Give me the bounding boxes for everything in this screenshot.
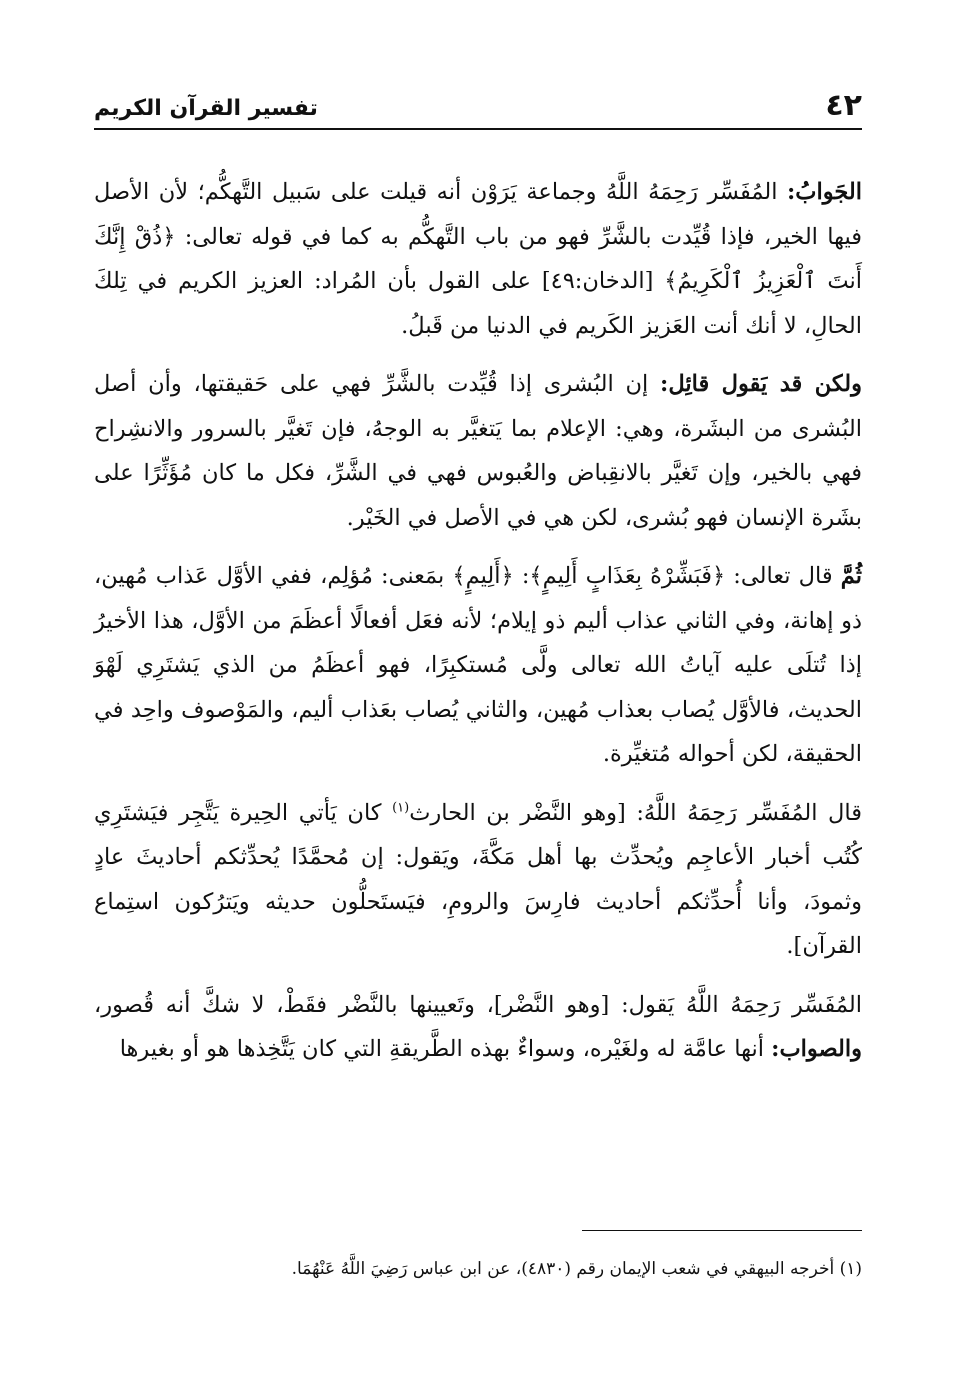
paragraph-text: إن البُشرى إذا قُيِّدت بالشَّرِّ فهي على حَقيقتها، وأن أصل البُشرى من البشَرة، وهي: الإعلام بما يَتغيَّر به الوجهُ، فإن تَغيَّر بالسرور والانشِراح فهي بالخير، وإن تَغيَّر بالانقِباض والعُبوس فهي في الشَّرِّ، فكل ما كان مُؤَثِّرًا على بشَرة الإنسان فهو بُشرى، لكن هي في الأصل في الخَيْر. (94, 371, 862, 531)
paragraph-text-continued: أنها عامَّة له ولغَيْره، وسواءٌ بهذه الطَّريقةِ التي كان يَتَّخِذها هو أو بغيرها (119, 1036, 772, 1062)
paragraph-lead: ثُمَّ (840, 563, 862, 589)
paragraph-commentator-quote (94, 791, 862, 969)
paragraph-answer (94, 170, 862, 348)
paragraph-text: المُفَسِّر رَحِمَهُ اللَّهُ وجماعة يَرَوْن أنه قيلت على سَبيل التَّهكُّم؛ لأن الأصل فيها الخير، فإذا قُيِّدت بالشَّرِّ فهو من باب التَّهكُّم به كما في قوله تعالى: ﴿ذُقْ إِنَّكَ أَنتَ ٱلْعَزِيزُ ٱلْكَرِيمُ﴾ [الدخان:٤٩] على القول بأن المُراد: العزيز الكريم في تِلكَ الحالِ، لا أنك أنت العَزيز الكَريم في الدنيا من قَبلُ. (94, 179, 862, 339)
paragraph-text: قال المُفَسِّر رَحِمَهُ اللَّهُ: [وهو النَّضْر بن الحارث (409, 799, 862, 826)
paragraph-text-continued: كان يَأتي الحِيرة يَتَّجِر فيَشتَرِي كُتُب أخبار الأعاجِم ويُحدِّث بها أهل مَكَّةَ، ويَقول: إن مُحمَّدًا يُحدِّثكم أحاديثَ عادٍ وثمودَ، وأنا أُحدِّثكم أحاديث فارِسَ والرومِ، فيَستَحلُّون حديثه ويَترُكون استِماع القرآن]. (94, 799, 862, 959)
book-title: تفسير القرآن الكريم (94, 96, 318, 121)
paragraph-lead: الجَوابُ: (787, 179, 862, 205)
paragraph-lead: ولكن قد يَقول قائِل: (660, 371, 862, 397)
page-header (94, 88, 862, 132)
paragraph-lead: والصواب: (771, 1036, 862, 1062)
paragraph-objection (94, 362, 862, 540)
paragraph-correction (94, 983, 862, 1072)
footnote-marker: (١) (392, 800, 410, 815)
footnote: (١) أخرجه البيهقي في شعب الإيمان رقم (٤٨٣٠)، عن ابن عباس رَضِيَ اللَّهُ عَنْهُمَا. (291, 1259, 862, 1279)
footnote-divider (582, 1230, 862, 1231)
header-divider (94, 128, 862, 130)
paragraph-text: المُفَسِّر رَحِمَهُ اللَّهُ يَقول: [وهو النَّضْر]، وتَعيينها بالنَّضْر فقَطْ، لا شكَّ أنه قُصور، (94, 991, 862, 1018)
page-number: ٤٢ (825, 88, 862, 123)
paragraph-verse (94, 554, 862, 777)
page-body (94, 170, 862, 1086)
paragraph-text: قال تعالى: ﴿فَبَشِّرْهُ بِعَذَابٍ أَلِيمٍ﴾: ﴿أَلِيمٍ﴾ بمَعنى: مُؤلِم، ففي الأوَّل عَذاب مُهين، ذو إهانة، وفي الثاني عذاب أليم ذو إيلام؛ لأنه فعَل أفعالًا أعظَمَ من الأوَّل، هذا الأخيرُ إذا تُتلَى عليه آياتُ الله تعالى ولَّى مُستكبِرًا، فهو أعظَمُ من الذي يَشتَرِي لَهْوَ الحديث، فالأوَّل يُصاب بعذاب مُهين، والثاني يُصاب بعَذاب أليم، والمَوْصوف واحِد في الحقيقة، لكن أحواله مُتغيِّرة. (94, 563, 862, 767)
